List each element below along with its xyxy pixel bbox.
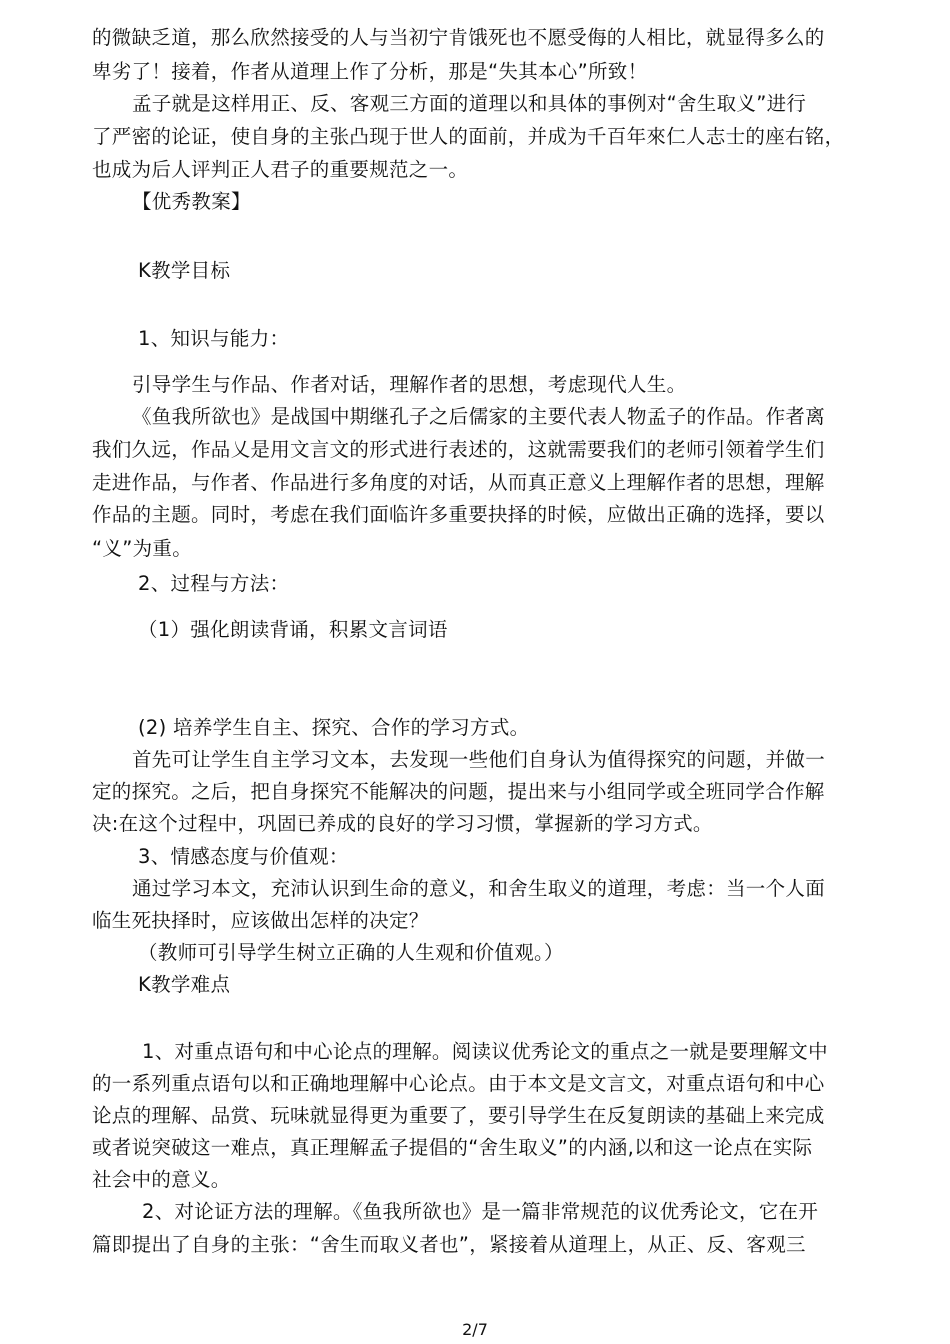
text-line: 或者说突破这一难点，真正理解孟子提倡的“舍生取义”的内涵,以和这一论点在实际 xyxy=(92,1136,813,1159)
text-line: 首先可让学生自主学习文本，去发现一些他们自身认为值得探究的问题，并做一 xyxy=(132,748,826,771)
section-heading: 【优秀教案】 xyxy=(132,190,251,213)
text-line: 引导学生与作品、作者对话，理解作者的思想，考虑现代人生。 xyxy=(132,373,687,396)
section-heading: K教学目标 xyxy=(138,259,231,282)
subsection-heading: 2、过程与方法： xyxy=(138,572,290,595)
text-line: 2、对论证方法的理解。《鱼我所欲也》是一篇非常规范的议优秀论文，它在开 xyxy=(142,1200,819,1223)
text-line: 了严密的论证，使自身的主张凸现于世人的面前，并成为千百年來仁人志士的座右铭， xyxy=(92,125,845,148)
text-line: （1）强化朗读背诵，积累文言词语 xyxy=(138,618,448,641)
text-line: 社会中的意义。 xyxy=(92,1168,231,1191)
text-line: 走进作品，与作者、作品进行多角度的对话，从而真正意义上理解作者的思想，理解 xyxy=(92,471,825,494)
text-line: 篇即提出了自身的主张：“舍生而取义者也”，紧接着从道理上，从正、反、客观三 xyxy=(92,1233,806,1256)
text-line: 定的探究。之后，把自身探究不能解决的问题，提出来与小组同学或全班同学合作解 xyxy=(92,780,825,803)
text-line: 也成为后人评判正人君子的重要规范之一。 xyxy=(92,158,469,181)
text-line: 《鱼我所欲也》是战国中期继孔子之后儒家的主要代表人物孟子的作品。作者离 xyxy=(132,405,826,428)
text-line: “义”为重。 xyxy=(92,537,193,560)
text-line: 决:在这个过程中，巩固已养成的良好的学习习惯，掌握新的学习方式。 xyxy=(92,812,713,835)
subsection-heading: 3、情感态度与价值观： xyxy=(138,845,349,868)
text-line: (2) 培养学生自主、探究、合作的学习方式。 xyxy=(138,716,530,739)
text-line: （教师可引导学生树立正确的人生观和价值观。） xyxy=(138,941,564,964)
text-line: 临生死抉择时，应该做出怎样的决定？ xyxy=(92,909,429,932)
page-number: 2/7 xyxy=(462,1320,488,1339)
text-line: 通过学习本文，充沛认识到生命的意义，和舍生取义的道理，考虑：当一个人面 xyxy=(132,877,826,900)
text-line: 作品的主题。同时，考虑在我们面临许多重要抉择的时候，应做出正确的选择，要以 xyxy=(92,503,825,526)
text-line: 的微缺乏道，那么欣然接受的人与当初宁肯饿死也不愿受侮的人相比，就显得多么的 xyxy=(92,26,825,49)
text-line: 孟子就是这样用正、反、客观三方面的道理以和具体的事例对“舍生取义”进行 xyxy=(132,92,807,115)
text-line: 论点的理解、品赏、玩味就显得更为重要了，要引导学生在反复朗读的基础上来完成 xyxy=(92,1104,825,1127)
text-line: 卑劣了！接着，作者从道理上作了分析，那是“失其本心”所致！ xyxy=(92,60,648,83)
text-line: 1、对重点语句和中心论点的理解。阅读议优秀论文的重点之一就是要理解文中 xyxy=(142,1040,828,1063)
text-line: 的一系列重点语句以和正确地理解中心论点。由于本文是文言文，对重点语句和中心 xyxy=(92,1072,825,1095)
subsection-heading: 1、知识与能力： xyxy=(138,327,290,350)
text-line: 我们久远，作品乂是用文言文的形式进行表述的，这就需要我们的老师引领着学生们 xyxy=(92,438,825,461)
section-heading: K教学难点 xyxy=(138,973,231,996)
